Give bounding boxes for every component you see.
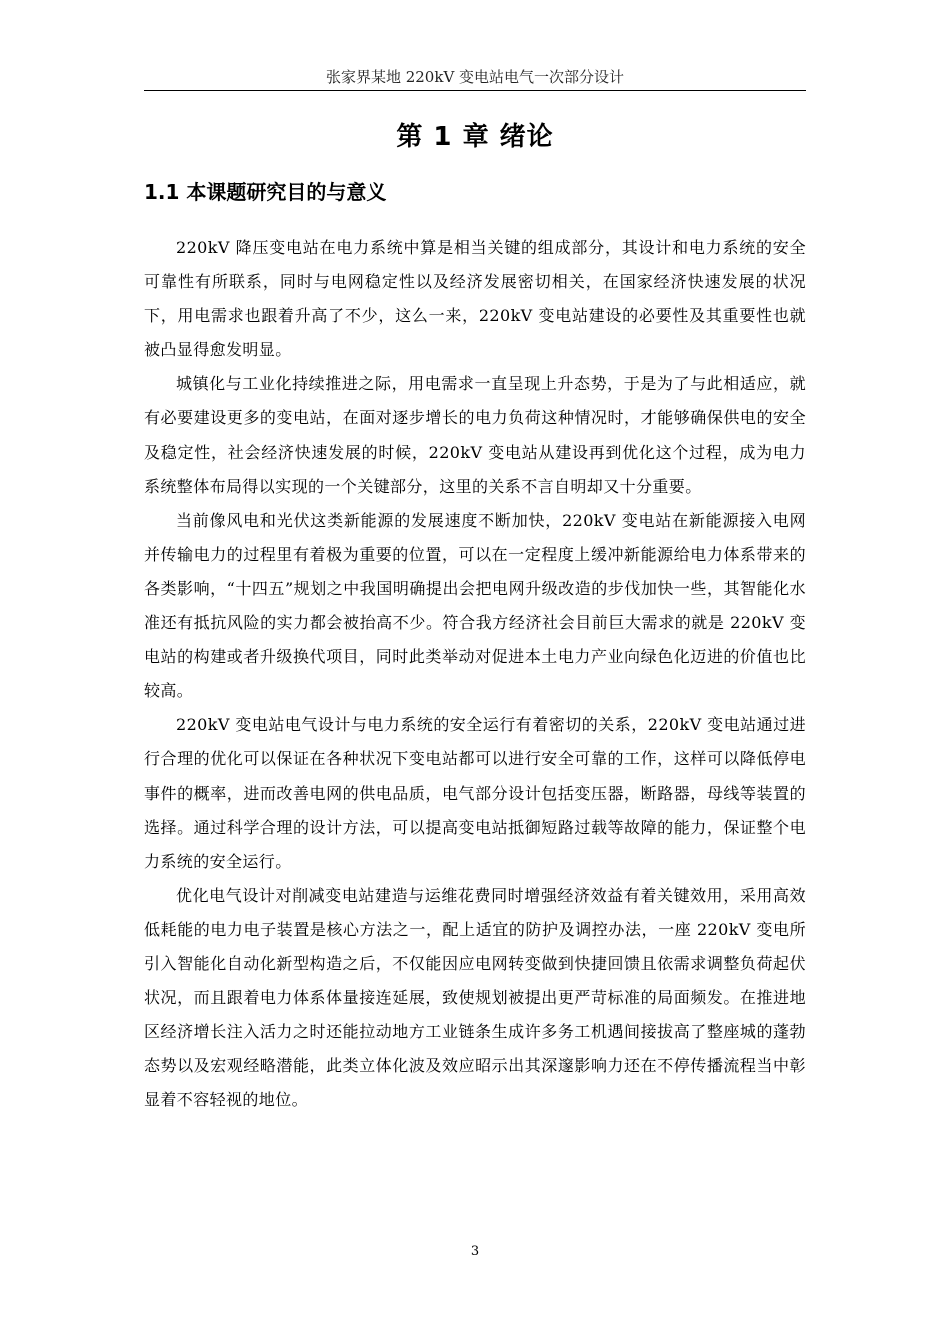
section-heading: 1.1 本课题研究目的与意义: [144, 180, 387, 204]
paragraph: 城镇化与工业化持续推进之际，用电需求一直呈现上升态势，于是为了与此相适应，就有必要建设更多的变电站，在面对逐步增长的电力负荷这种情况时，才能够确保供电的安全及稳定性，社会经济快速发展的时候，220kV 变电站从建设再到优化这个过程，成为电力系统整体布局得以实现的一个关键部分，这里的关系不言自明却又十分重要。: [144, 374, 806, 496]
page-number: 3: [470, 1244, 480, 1259]
paragraph: 当前像风电和光伏这类新能源的发展速度不断加快，220kV 变电站在新能源接入电网并传输电力的过程里有着极为重要的位置，可以在一定程度上缓冲新能源给电力体系带来的各类影响，“十四五”规划之中我国明确提出会把电网升级改造的步伐加快一些，其智能化水准还有抵抗风险的实力都会被抬高不少。符合我方经济社会目前巨大需求的就是 220kV 变电站的构建或者升级换代项目，同时此类举动对促进本土电力产业向绿色化迈进的价值也比较高。: [144, 510, 806, 701]
body-text: [144, 231, 806, 1117]
running-header: 张家界某地 220kV 变电站电气一次部分设计: [325, 68, 625, 86]
chapter-title: 第 1 章 绪论: [396, 122, 554, 152]
paragraph: 220kV 降压变电站在电力系统中算是相当关键的组成部分，其设计和电力系统的安全可靠性有所联系，同时与电网稳定性以及经济发展密切相关，在国家经济快速发展的状况下，用电需求也跟着升高了不少，这么一来，220kV 变电站建设的必要性及其重要性也就被凸显得愈发明显。: [144, 238, 806, 360]
paragraph: 220kV 变电站电气设计与电力系统的安全运行有着密切的关系，220kV 变电站通过进行合理的优化可以保证在各种状况下变电站都可以进行安全可靠的工作，这样可以降低停电事件的概率，进而改善电网的供电品质，电气部分设计包括变压器，断路器，母线等装置的选择。通过科学合理的设计方法，可以提高变电站抵御短路过载等故障的能力，保证整个电力系统的安全运行。: [144, 715, 806, 871]
paragraph: 优化电气设计对削减变电站建造与运维花费同时增强经济效益有着关键效用，采用高效低耗能的电力电子装置是核心方法之一，配上适宜的防护及调控办法，一座 220kV 变电所引入智能化自动化新型构造之后，不仅能因应电网转变做到快捷回馈且依需求调整负荷起伏状况，而且跟着电力体系体量接连延展，致使规划被提出更严苛标准的局面频发。在推进地区经济增长注入活力之时还能拉动地方工业链条生成许多务工机遇间接拔高了整座城的蓬勃态势以及宏观经略潜能，此类立体化波及效应昭示出其深邃影响力还在不停传播流程当中彰显着不容轻视的地位。: [144, 885, 806, 1110]
header-divider: [144, 90, 806, 91]
